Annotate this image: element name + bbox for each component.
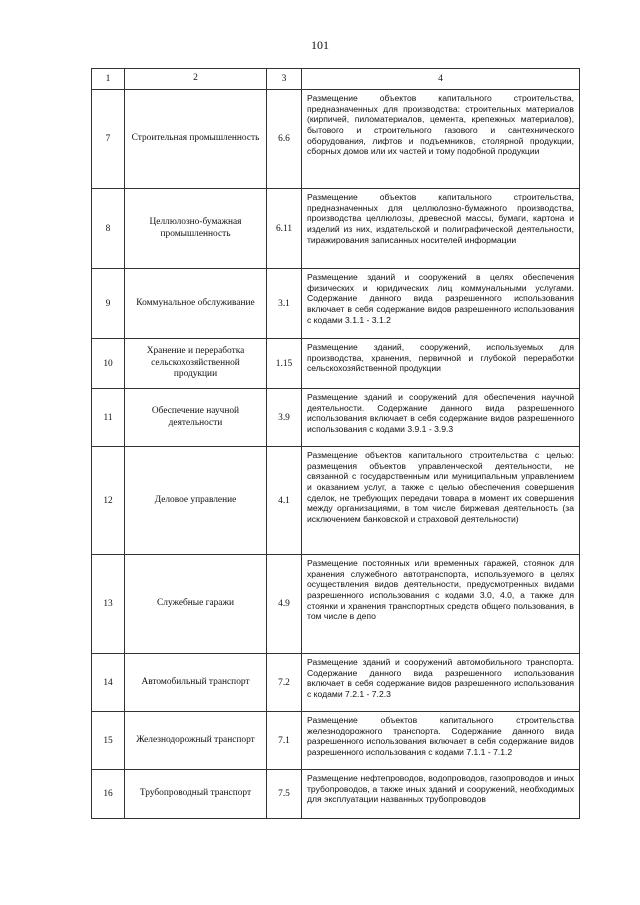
row-number: 11 xyxy=(92,389,125,447)
use-code: 1.15 xyxy=(267,339,302,389)
table-row xyxy=(92,269,580,339)
use-description: Размещение зданий и сооружений автомобильного транспорта. Содержание данного вида разрешенного использования включает в себя содержание видов разрешенного использования с кодами 7.2.1 - 7.2.3 xyxy=(302,654,580,712)
table-row xyxy=(92,555,580,654)
land-use-table xyxy=(91,68,580,819)
use-code: 6.6 xyxy=(267,90,302,189)
header-cell: 1 xyxy=(92,69,125,90)
page-number: 101 xyxy=(311,38,329,52)
use-name: Коммунальное обслуживание xyxy=(125,269,267,339)
use-name: Обеспечение научной деятельности xyxy=(125,389,267,447)
use-description: Размещение постоянных или временных гаражей, стоянок для хранения служебного автотранспорта, используемого в целях осуществления видов деятельности, предусмотренных видами разрешенного использования с кодами 3.0, 4.0, а также для стоянки и хранения транспортных средств общего пользования, в том числе в депо xyxy=(302,555,580,654)
table-row xyxy=(92,654,580,712)
row-number: 7 xyxy=(92,90,125,189)
row-number: 10 xyxy=(92,339,125,389)
table-header-row xyxy=(92,69,580,90)
use-name: Трубопроводный транспорт xyxy=(125,770,267,819)
use-description: Размещение зданий и сооружений для обеспечения научной деятельности. Содержание данного вида разрешенного использования включает в себя содержание видов разрешенного использования с кодами 3.9.1 - 3.9.3 xyxy=(302,389,580,447)
row-number: 16 xyxy=(92,770,125,819)
use-name: Хранение и переработка сельскохозяйственной продукции xyxy=(125,339,267,389)
use-name: Деловое управление xyxy=(125,447,267,555)
use-description: Размещение объектов капитального строительства, предназначенных для целлюлозно-бумажного производства, производства целлюлозы, древесной массы, бумаги, картона и изделий из них, издательской и полиграфической деятельности, тиражирования записанных носителей информации xyxy=(302,189,580,269)
use-name: Строительная промышленность xyxy=(125,90,267,189)
use-name: Служебные гаражи xyxy=(125,555,267,654)
table-row xyxy=(92,90,580,189)
use-code: 7.5 xyxy=(267,770,302,819)
use-name: Железнодорожный транспорт xyxy=(125,712,267,770)
header-cell: 3 xyxy=(267,69,302,90)
use-code: 4.1 xyxy=(267,447,302,555)
table-row xyxy=(92,447,580,555)
row-number: 13 xyxy=(92,555,125,654)
use-code: 6.11 xyxy=(267,189,302,269)
use-code: 3.9 xyxy=(267,389,302,447)
row-number: 15 xyxy=(92,712,125,770)
use-description: Размещение нефтепроводов, водопроводов, газопроводов и иных трубопроводов, а также иных зданий и сооружений, необходимых для эксплуатации названных трубопроводов xyxy=(302,770,580,819)
use-description: Размещение объектов капитального строительства железнодорожного транспорта. Содержание данного вида разрешенного использования включает в себя содержание видов разрешенного использования с кодами 7.1.1 - 7.1.2 xyxy=(302,712,580,770)
use-code: 4.9 xyxy=(267,555,302,654)
row-number: 14 xyxy=(92,654,125,712)
row-number: 12 xyxy=(92,447,125,555)
use-description: Размещение объектов капитального строительства, предназначенных для производства: строительных материалов (кирпичей, пиломатериалов, цемента, крепежных материалов), бытового и строительного газового и сантехнического оборудования, лифтов и подъемников, столярной продукции, сборных домов или их частей и тому подобной продукции xyxy=(302,90,580,189)
table-row xyxy=(92,712,580,770)
use-code: 3.1 xyxy=(267,269,302,339)
header-cell: 2 xyxy=(125,69,267,90)
use-name: Автомобильный транспорт xyxy=(125,654,267,712)
table-row xyxy=(92,770,580,819)
use-code: 7.1 xyxy=(267,712,302,770)
table-row xyxy=(92,389,580,447)
table-row xyxy=(92,189,580,269)
use-code: 7.2 xyxy=(267,654,302,712)
use-description: Размещение объектов капитального строительства с целью: размещения объектов управленческой деятельности, не связанной с государственным или муниципальным управлением и оказанием услуг, а также с целью обеспечения совершения сделок, не требующих передачи товара в момент их совершения между организациями, в том числе биржевая деятельность (за исключением банковской и страховой деятельности) xyxy=(302,447,580,555)
use-description: Размещение зданий, сооружений, используемых для производства, хранения, первичной и глубокой переработки сельскохозяйственной продукции xyxy=(302,339,580,389)
table-row xyxy=(92,339,580,389)
row-number: 8 xyxy=(92,189,125,269)
row-number: 9 xyxy=(92,269,125,339)
header-cell: 4 xyxy=(302,69,580,90)
use-description: Размещение зданий и сооружений в целях обеспечения физических и юридических лиц коммунальными услугами. Содержание данного вида разрешенного использования включает в себя содержание видов разрешенного использования с кодами 3.1.1 - 3.1.2 xyxy=(302,269,580,339)
use-name: Целлюлозно-бумажная промышленность xyxy=(125,189,267,269)
